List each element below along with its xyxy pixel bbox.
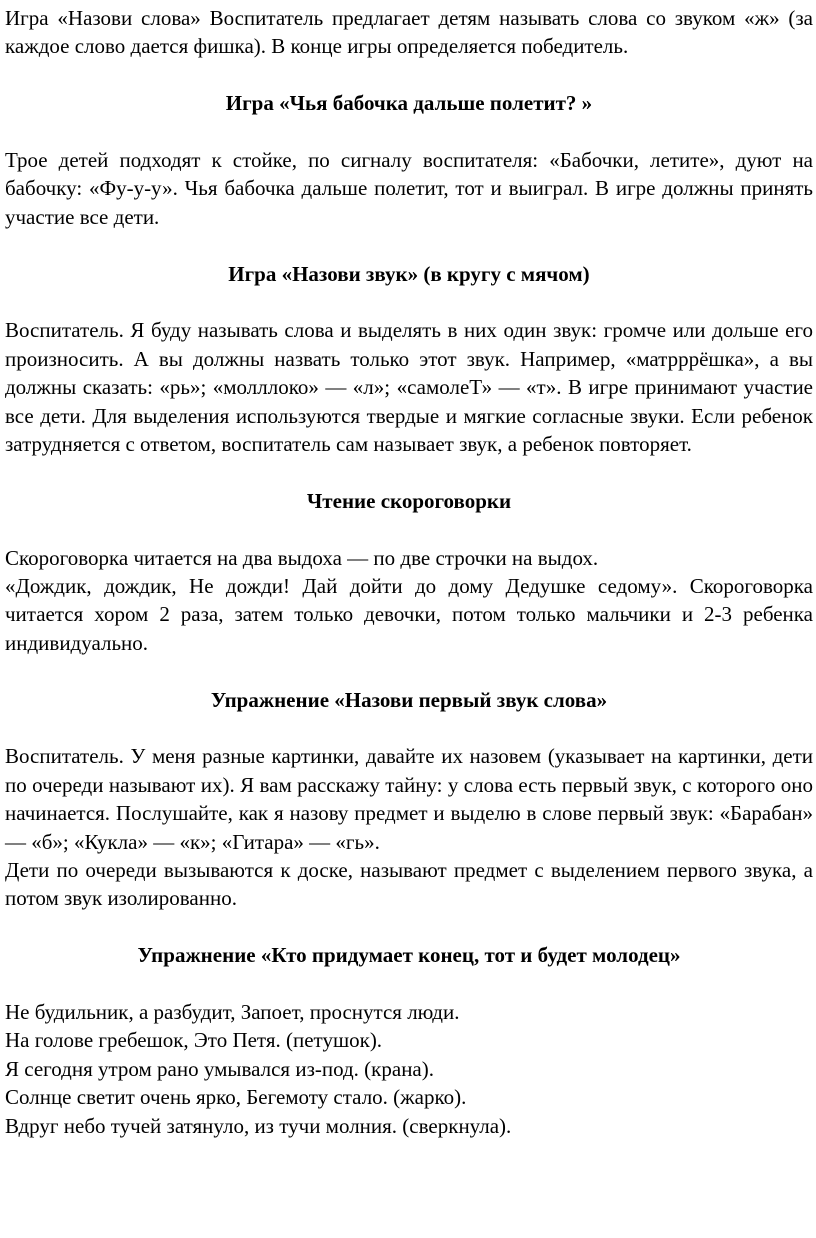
heading-butterfly-game: Игра «Чья бабочка дальше полетит? » — [225, 91, 593, 116]
spacer — [5, 913, 813, 941]
spacer — [5, 61, 813, 89]
intro-paragraph: Игра «Назови слова» Воспитатель предлагает детям называть слова со звуком «ж» (за каждое слово дается фишка). В конце игры определяется победитель. — [5, 6, 813, 59]
spacer — [5, 231, 813, 259]
first-sound-paragraph-2: Дети по очереди вызываются к доске, называют предмет с выделением первого звука, а потом звук изолированно. — [5, 858, 813, 911]
rhyme-line-2: На голове гребешок, Это Петя. (петушок). — [5, 1028, 383, 1053]
tongue-twister-paragraph: «Дождик, дождик, Не дожди! Дай дойти до дому Дедушке седому». Скороговорка читается хором 2 раза, затем только девочки, потом только мальчики и 2-3 ребенка индивидуально. — [5, 574, 813, 655]
rhyme-line-4: Солнце светит очень ярко, Бегемоту стало. (жарко). — [5, 1085, 467, 1110]
spacer — [5, 288, 813, 316]
spacer — [5, 458, 813, 486]
rhyme-line-1: Не будильник, а разбудит, Запоет, проснутся люди. — [5, 1000, 460, 1025]
spacer — [5, 970, 813, 998]
rhyme-line-5: Вдруг небо тучей затянуло, из тучи молния. (сверкнула). — [5, 1113, 512, 1138]
heading-tongue-twister: Чтение скороговорки — [306, 488, 512, 513]
heading-ending-exercise: Упражнение «Кто придумает конец, тот и будет молодец» — [137, 943, 681, 968]
first-sound-paragraph-1: Воспитатель. У меня разные картинки, давайте их назовем (указывает на картинки, дети по очереди называют их). Я вам расскажу тайну: у слова есть первый звук, с которого оно начинается. Послушайте, как я назову предмет и выделю в слове первый звук: «Барабан» — «б»; «Кукла» — «к»; «Гитара» — «гь». — [5, 744, 813, 854]
spacer — [5, 657, 813, 685]
butterfly-game-paragraph: Трое детей подходят к стойке, по сигналу воспитателя: «Бабочки, летите», дуют на бабочку: «Фу-у-у». Чья бабочка дальше полетит, тот и выиграл. В игре должны принять участие все дети. — [5, 148, 813, 229]
rhyme-line-3: Я сегодня утром рано умывался из-под. (крана). — [5, 1056, 434, 1081]
spacer — [5, 714, 813, 742]
heading-first-sound-exercise: Упражнение «Назови первый звук слова» — [210, 687, 608, 712]
spacer — [5, 118, 813, 146]
document-page — [5, 4, 813, 1140]
name-sound-game-paragraph: Воспитатель. Я буду называть слова и выделять в них один звук: громче или дольше его произносить. А вы должны назвать только этот звук. Например, «матрррёшка», а вы должны сказать: «рь»; «молллоко» — «л»; «самолеТ» — «т». В игре принимают участие все дети. Для выделения используются твердые и мягкие согласные звуки. Если ребенок затрудняется с ответом, воспитатель сам называет звук, а ребенок повторяет. — [5, 318, 813, 457]
spacer — [5, 515, 813, 543]
tongue-twister-line-1: Скороговорка читается на два выдоха — по две строчки на выдох. — [5, 545, 599, 570]
heading-name-sound-game: Игра «Назови звук» (в кругу с мячом) — [228, 261, 590, 286]
